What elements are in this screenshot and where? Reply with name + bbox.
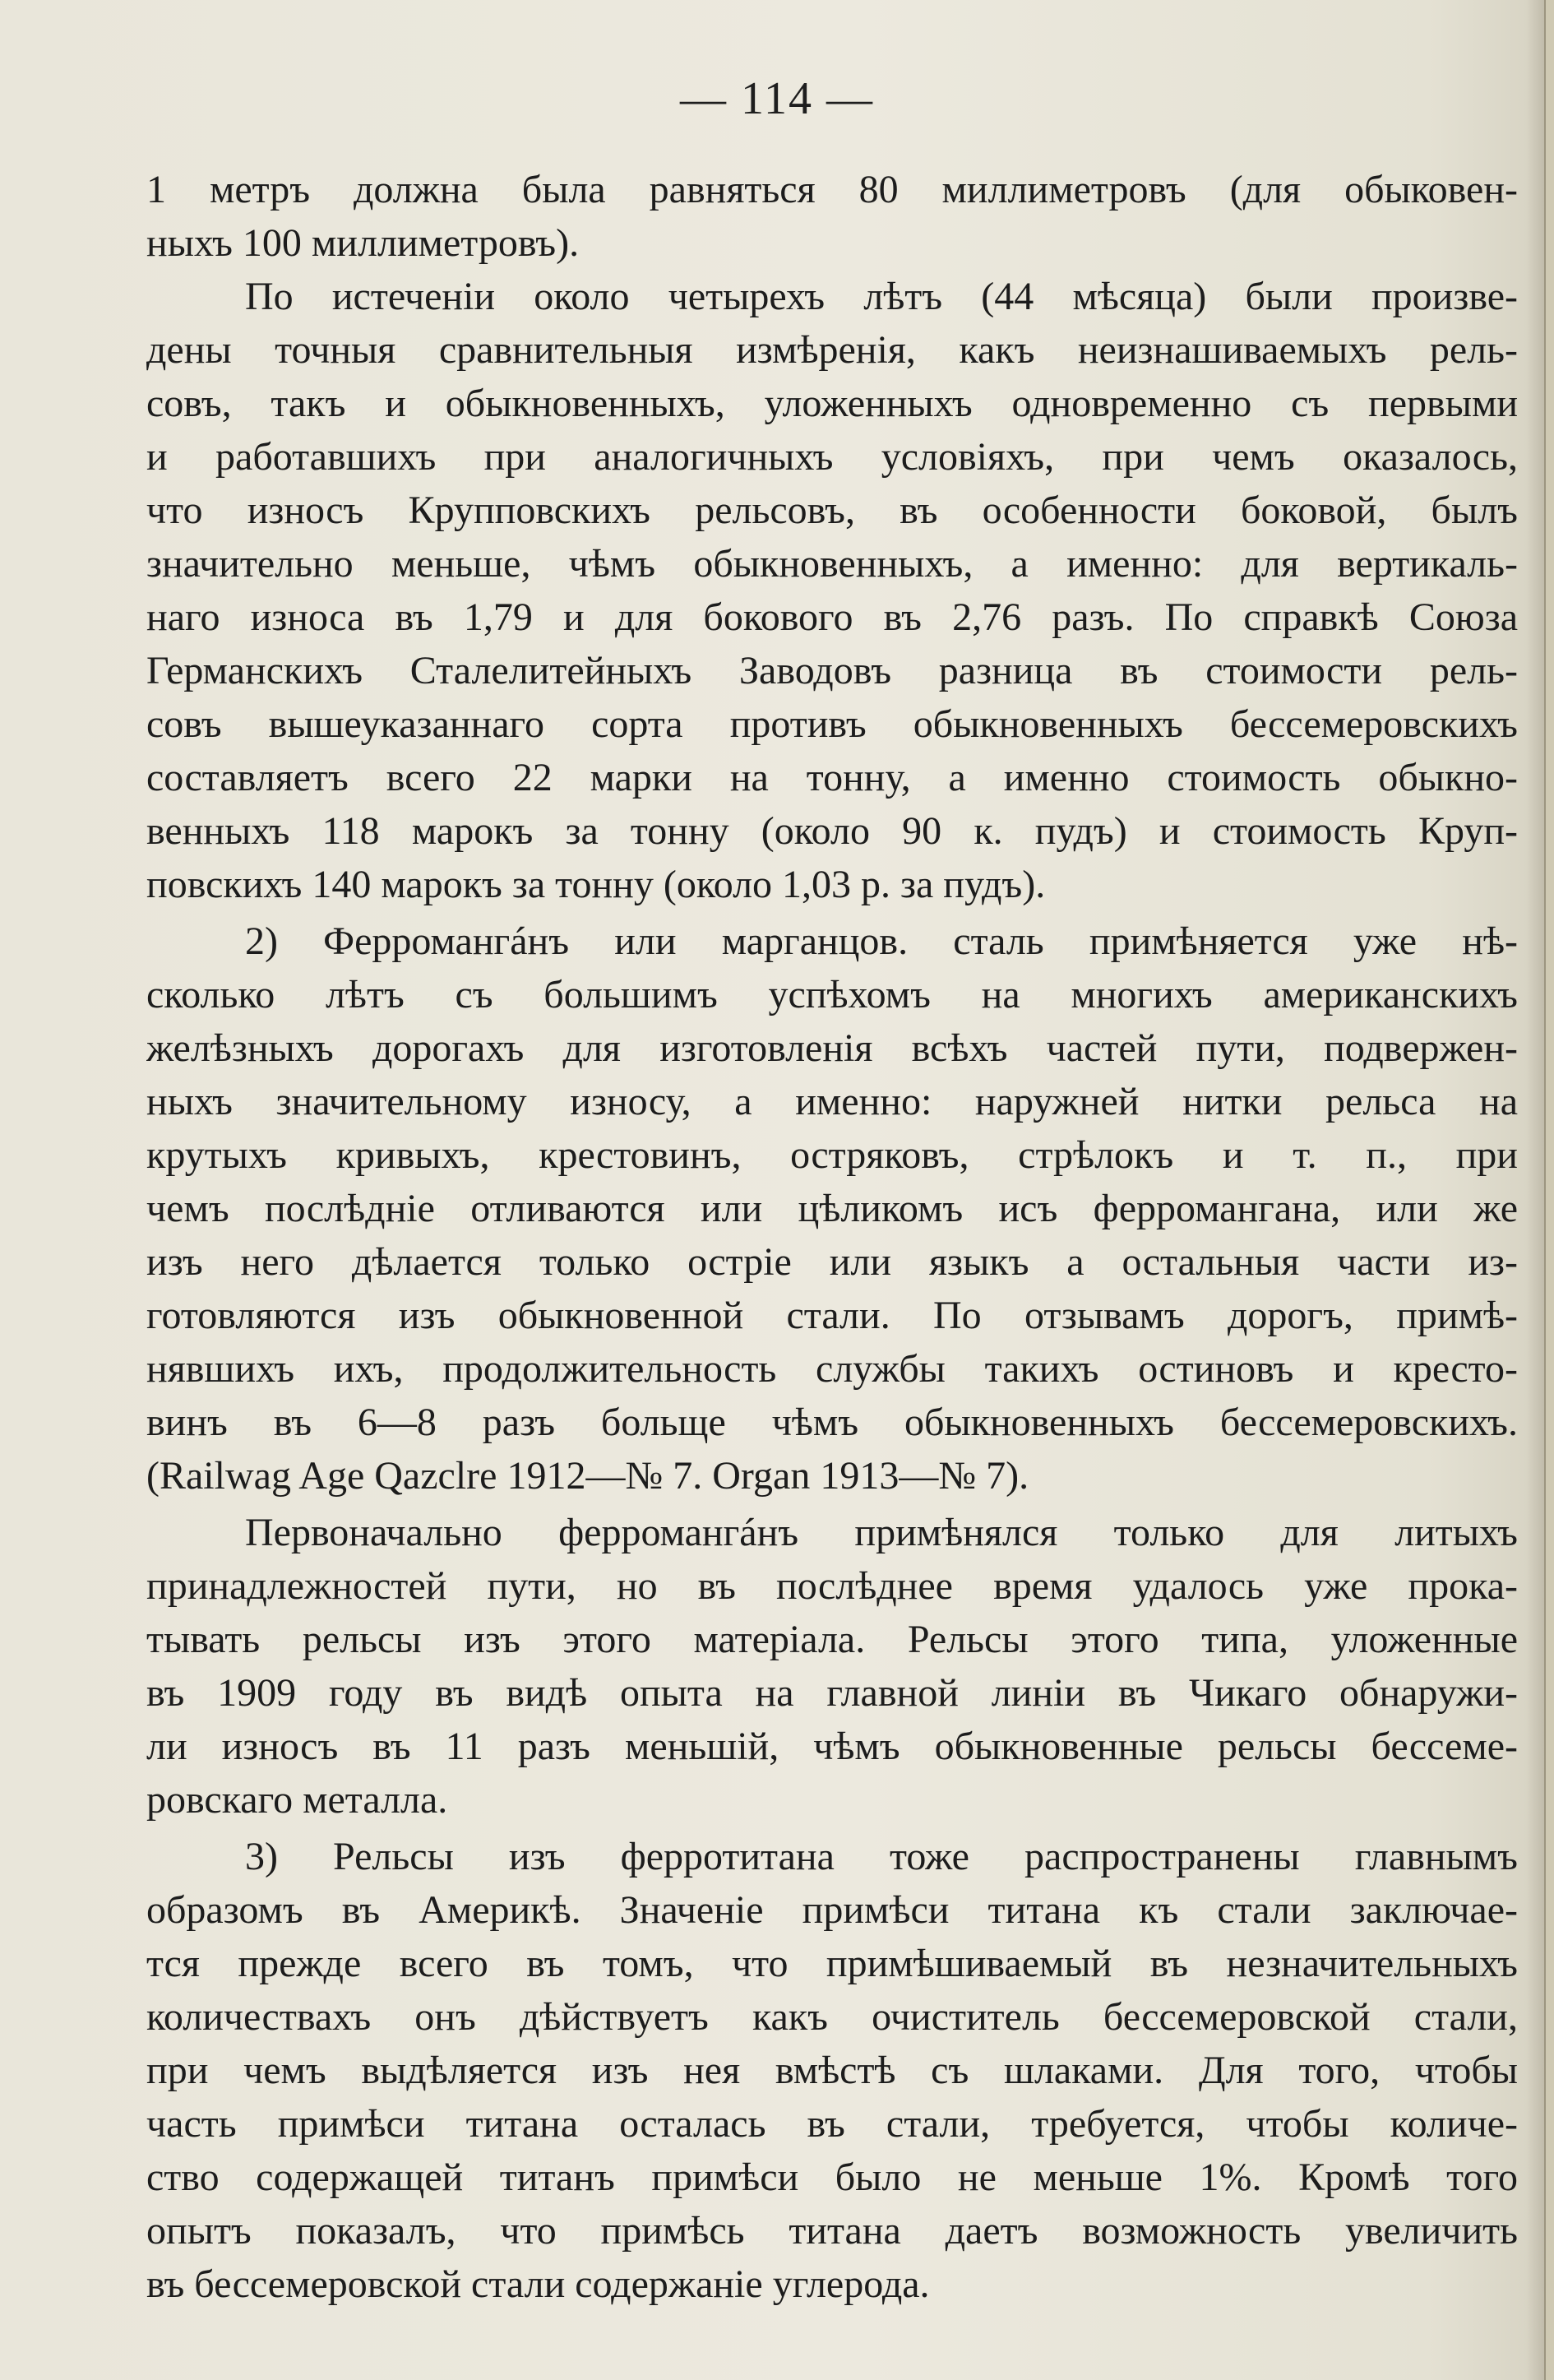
text-line: и работавшихъ при аналогичныхъ условіяхъ, при чемъ оказалось, <box>146 435 1518 479</box>
text-line: совъ, такъ и обыкновенныхъ, уложенныхъ одновременно съ первыми <box>146 382 1518 425</box>
text-line: опытъ показалъ, что примѣсь титана даетъ возможность увеличить <box>146 2209 1518 2253</box>
text-line: сколько лѣтъ съ большимъ успѣхомъ на многихъ американскихъ <box>146 973 1518 1016</box>
text-line: дены точныя сравнительныя измѣренія, какъ неизнашиваемыхъ рель- <box>146 328 1518 372</box>
text-line: ровскаго металла. <box>146 1778 448 1822</box>
text-line: совъ вышеуказаннаго сорта противъ обыкновенныхъ бессемеровскихъ <box>146 702 1518 746</box>
page-number: — 114 — <box>680 73 874 124</box>
text-line: въ бессемеровской стали содержаніе углерода. <box>146 2262 930 2306</box>
text-line: винъ въ 6—8 разъ больще чѣмъ обыкновенныхъ бессемеровскихъ. <box>146 1401 1518 1444</box>
text-line: что износъ Крупповскихъ рельсовъ, въ особенности боковой, былъ <box>146 489 1518 532</box>
text-line: (Railwag Age Qazclre 1912—№ 7. Organ 1913—№ 7). <box>146 1454 1029 1498</box>
text-line: образомъ въ Америкѣ. Значеніе примѣси титана къ стали заключае- <box>146 1888 1518 1932</box>
text-line: По истеченіи около четырехъ лѣтъ (44 мѣсяца) были произве- <box>245 275 1518 318</box>
text-line: тся прежде всего въ томъ, что примѣшиваемый въ незначительныхъ <box>146 1942 1518 1985</box>
text-line: тывать рельсы изъ этого матеріала. Рельсы этого типа, уложенные <box>146 1618 1518 1661</box>
text-line: 1 метръ должна была равняться 80 миллиметровъ (для обыковен- <box>146 168 1518 211</box>
text-line: 2) Ферромангáнъ или марганцов. сталь примѣняется уже нѣ- <box>245 919 1518 963</box>
text-line: венныхъ 118 марокъ за тонну (около 90 к. пудъ) и стоимость Круп- <box>146 809 1518 853</box>
text-line: въ 1909 году въ видѣ опыта на главной линіи въ Чикаго обнаружи- <box>146 1671 1518 1715</box>
text-line: значительно меньше, чѣмъ обыкновенныхъ, а именно: для вертикаль- <box>146 542 1518 586</box>
text-line: ли износъ въ 11 разъ меньшій, чѣмъ обыкновенные рельсы бессеме- <box>146 1725 1518 1768</box>
text-line: крутыхъ кривыхъ, крестовинъ, остряковъ, стрѣлокъ и т. п., при <box>146 1133 1518 1177</box>
text-line: принадлежностей пути, но въ послѣднее время удалось уже прока- <box>146 1564 1518 1608</box>
text-line: Германскихъ Сталелитейныхъ Заводовъ разница въ стоимости рель- <box>146 649 1518 692</box>
text-line: ныхъ значительному износу, а именно: наружней нитки рельса на <box>146 1080 1518 1123</box>
text-line: 3) Рельсы изъ ферротитана тоже распространены главнымъ <box>245 1835 1518 1878</box>
text-line: повскихъ 140 марокъ за тонну (около 1,03 р. за пудъ). <box>146 863 1046 906</box>
text-line: ство содержащей титанъ примѣси было не меньше 1%. Кромѣ того <box>146 2155 1518 2199</box>
text-line: при чемъ выдѣляется изъ нея вмѣстѣ съ шлаками. Для того, чтобы <box>146 2049 1518 2092</box>
text-line: количествахъ онъ дѣйствуетъ какъ очиститель бессемеровской стали, <box>146 1995 1518 2039</box>
text-line: нявшихъ ихъ, продолжительность службы такихъ остиновъ и кресто- <box>146 1347 1518 1391</box>
text-line: наго износа въ 1,79 и для бокового въ 2,76 разъ. По справкѣ Союза <box>146 595 1518 639</box>
text-line: Первоначально ферромангáнъ примѣнялся только для литыхъ <box>245 1511 1518 1554</box>
text-line: ныхъ 100 миллиметровъ). <box>146 221 580 265</box>
text-line: изъ него дѣлается только остріе или языкъ а остальныя части из- <box>146 1240 1518 1284</box>
text-line: готовляются изъ обыкновенной стали. По отзывамъ дорогъ, примѣ- <box>146 1294 1518 1337</box>
text-line: желѣзныхъ дорогахъ для изготовленія всѣхъ частей пути, подвержен- <box>146 1026 1518 1070</box>
page-edge <box>1544 0 1554 2380</box>
text-line: составляетъ всего 22 марки на тонну, а именно стоимость обыкно- <box>146 756 1518 799</box>
body-text <box>146 163 1518 2311</box>
text-line: чемъ послѣдніе отливаются или цѣликомъ исъ ферромангана, или же <box>146 1187 1518 1230</box>
text-line: часть примѣси титана осталась въ стали, требуется, чтобы количе- <box>146 2102 1518 2146</box>
